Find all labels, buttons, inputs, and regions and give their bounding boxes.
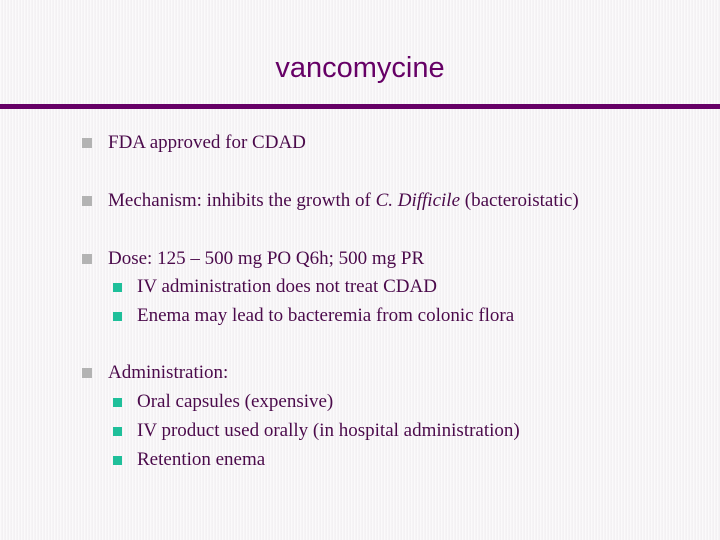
square-sub-bullet-icon — [113, 398, 122, 407]
square-sub-bullet-icon — [113, 456, 122, 465]
bullet-fda-approved — [82, 131, 306, 155]
bullet-text-after: (bacteroistatic) — [460, 190, 579, 211]
bullet-administration — [82, 361, 228, 385]
sub-bullet-enema-risk — [113, 304, 514, 328]
sub-bullet-text: IV product used orally (in hospital administration) — [137, 420, 520, 441]
bullet-text-before: Mechanism: inhibits the growth of — [108, 190, 376, 211]
square-sub-bullet-icon — [113, 427, 122, 436]
square-bullet-icon — [82, 196, 92, 206]
bullet-mechanism — [82, 189, 579, 213]
square-bullet-icon — [82, 368, 92, 378]
bullet-text: Administration: — [108, 362, 229, 383]
square-bullet-icon — [82, 254, 92, 264]
bullet-text: FDA approved for CDAD — [108, 132, 306, 153]
sub-bullet-iv-admin — [113, 275, 437, 299]
sub-bullet-retention-enema — [113, 448, 265, 472]
slide-title: vancomycine — [275, 52, 445, 84]
sub-bullet-text: Retention enema — [137, 449, 266, 470]
organism-name: C. Difficile — [375, 190, 460, 211]
bullet-dose — [82, 247, 424, 271]
sub-bullet-iv-oral — [113, 419, 520, 443]
sub-bullet-text: Oral capsules (expensive) — [137, 391, 334, 412]
bullet-text: Dose: 125 – 500 mg PO Q6h; 500 mg PR — [108, 248, 425, 269]
square-bullet-icon — [82, 138, 92, 148]
square-sub-bullet-icon — [113, 312, 122, 321]
square-sub-bullet-icon — [113, 283, 122, 292]
sub-bullet-text: IV administration does not treat CDAD — [137, 276, 437, 297]
bullet-text — [108, 189, 579, 213]
sub-bullet-oral-capsules — [113, 390, 333, 414]
sub-bullet-text: Enema may lead to bacteremia from colonic flora — [137, 305, 515, 326]
